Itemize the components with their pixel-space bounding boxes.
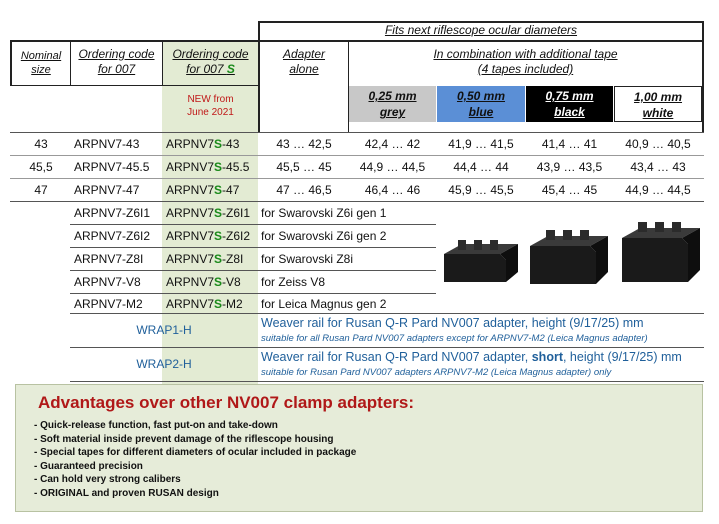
advantage-item: - Guaranteed precision <box>34 460 143 472</box>
tape-size: 0,75 mm <box>545 89 594 103</box>
adapter-images <box>436 210 702 300</box>
model-code: ARPNV7-M2 <box>74 297 143 311</box>
model-code: ARPNV7-V8 <box>74 275 141 289</box>
ordering-code-007-header: Ordering code for 007 <box>78 47 155 76</box>
wrap-title-text: Weaver rail for Rusan Q-R Pard NV007 adapter, height (9/17/25) mm <box>261 316 644 330</box>
wrap-title-end: , height (9/17/25) mm <box>562 350 682 364</box>
nominal-size: 47 <box>34 183 48 197</box>
tape-color-name: blue <box>468 105 494 119</box>
range-t025: 42,4 … 42 <box>364 137 421 151</box>
range-t100: 44,9 … 44,5 <box>625 183 691 197</box>
nominal-size: 43 <box>34 137 48 151</box>
adapter-medium-image <box>530 230 608 284</box>
advantage-item: - Can hold very strong calibers <box>34 474 181 486</box>
tape-size: 0,25 mm <box>368 89 417 103</box>
code-prefix: ARPNV7 <box>166 183 215 197</box>
code-green-s: S <box>214 160 223 174</box>
combination-header: In combination with additional tape (4 tapes included) <box>433 47 618 76</box>
tape-size: 1,00 mm <box>633 90 683 104</box>
tape-color-name: grey <box>379 105 406 119</box>
wrap-title-bold: short <box>531 350 563 364</box>
range-t075: 41,4 … 41 <box>541 137 598 151</box>
ordering-code-s <box>166 137 239 151</box>
tape-color-name: black <box>554 105 585 119</box>
fits-title: Fits next riflescope ocular diameters <box>384 23 578 37</box>
wrap-note: suitable for all Rusan Pard NV007 adapters except for ARPNV7-M2 (Leica Magnus adapter) <box>261 333 648 344</box>
nominal-size-header: Nominal size <box>20 50 62 76</box>
adapter-alone-header: Adapter alone <box>282 47 326 76</box>
adapter-small-image <box>444 240 518 282</box>
code-prefix: ARPNV7 <box>166 297 215 311</box>
range-alone: 47 … 46,5 <box>276 183 332 197</box>
code-green-s: S <box>214 183 223 197</box>
model-description: for Swarovski Z6i gen 2 <box>261 229 387 243</box>
advantages-box <box>15 384 703 512</box>
wrap-code: WRAP1-H <box>136 323 192 337</box>
range-t050: 45,9 … 45,5 <box>448 183 514 197</box>
code-prefix: ARPNV7 <box>166 275 215 289</box>
tape-grey <box>349 86 436 122</box>
advantage-item: - Quick-release function, fast put-on and take-down <box>34 420 278 431</box>
range-t050: 41,9 … 41,5 <box>448 137 514 151</box>
ordering-code: ARPNV7-45.5 <box>74 160 150 174</box>
code-prefix: ARPNV7 <box>166 206 215 220</box>
code-prefix: ARPNV7 <box>166 252 215 266</box>
ordering-code-007s-header: Ordering code for 007 S <box>172 47 249 76</box>
code-suffix: -47 <box>222 183 240 197</box>
code-suffix: -Z6I2 <box>222 229 251 243</box>
code-green-s: S <box>214 297 223 311</box>
model-code: ARPNV7-Z6I2 <box>74 229 151 243</box>
range-t025: 46,4 … 46 <box>364 183 421 197</box>
ordering-code-s <box>166 183 239 197</box>
range-t100: 40,9 … 40,5 <box>625 137 691 151</box>
tape-black <box>526 86 613 122</box>
model-code-s <box>166 252 243 266</box>
ordering-code-s <box>166 160 249 174</box>
wrap-note: suitable for Rusan Pard NV007 adapters ARPNV7-M2 (Leica Magnus adapter) only <box>261 367 612 378</box>
advantage-item: - Special tapes for different diameters of ocular included in package <box>34 447 357 459</box>
model-code: ARPNV7-Z6I1 <box>74 206 151 220</box>
model-description: for Swarovski Z8i <box>261 252 354 266</box>
ordering-code: ARPNV7-47 <box>74 183 140 197</box>
code-suffix: -Z8I <box>222 252 244 266</box>
code-green-s: S <box>214 252 223 266</box>
model-description: for Zeiss V8 <box>261 275 326 289</box>
range-t050: 44,4 … 44 <box>453 160 509 174</box>
code-suffix: -V8 <box>222 275 241 289</box>
range-t075: 43,9 … 43,5 <box>536 160 603 174</box>
model-code-s <box>166 297 243 311</box>
model-code-s <box>166 229 250 243</box>
model-code: ARPNV7-Z8I <box>74 252 144 266</box>
advantage-item: - Soft material inside prevent damage of the riflescope housing <box>34 433 334 445</box>
code-suffix: -Z6I1 <box>222 206 251 220</box>
code-prefix: ARPNV7 <box>166 137 215 151</box>
code-green-s: S <box>214 275 223 289</box>
range-t100: 43,4 … 43 <box>630 160 686 174</box>
model-description: for Swarovski Z6i gen 1 <box>261 206 387 220</box>
code-green-s: S <box>214 206 223 220</box>
tape-size: 0,50 mm <box>456 89 506 103</box>
range-alone: 43 … 42,5 <box>276 137 332 151</box>
range-alone: 45,5 … 45 <box>276 160 332 174</box>
wrap-title <box>261 316 644 330</box>
tape-blue <box>437 86 525 122</box>
advantages-title: Advantages over other NV007 clamp adapters: <box>38 393 415 412</box>
advantages-list <box>34 419 356 501</box>
wrap-title-text: Weaver rail for Rusan Q-R Pard NV007 adapter, <box>261 350 532 364</box>
nominal-size: 45,5 <box>29 160 53 174</box>
wrap-title <box>261 350 682 364</box>
model-code-s <box>166 275 241 289</box>
model-description: for Leica Magnus gen 2 <box>261 297 387 311</box>
code-prefix: ARPNV7 <box>166 160 215 174</box>
code-green-s: S <box>214 137 223 151</box>
code-green-s: S <box>214 229 223 243</box>
tape-color-name: white <box>642 106 674 120</box>
code-suffix: -43 <box>222 137 240 151</box>
range-t025: 44,9 … 44,5 <box>359 160 426 174</box>
new-note: NEW from June 2021 <box>187 94 234 118</box>
range-t075: 45,4 … 45 <box>541 183 598 197</box>
ordering-code: ARPNV7-43 <box>74 137 140 151</box>
code-suffix: -45.5 <box>222 160 250 174</box>
adapter-tall-image <box>622 222 700 282</box>
model-code-s <box>166 206 250 220</box>
wrap-code: WRAP2-H <box>136 357 192 371</box>
code-prefix: ARPNV7 <box>166 229 215 243</box>
advantage-item: - ORIGINAL and proven RUSAN design <box>34 487 219 499</box>
code-suffix: -M2 <box>222 297 243 311</box>
tape-white <box>614 86 702 122</box>
